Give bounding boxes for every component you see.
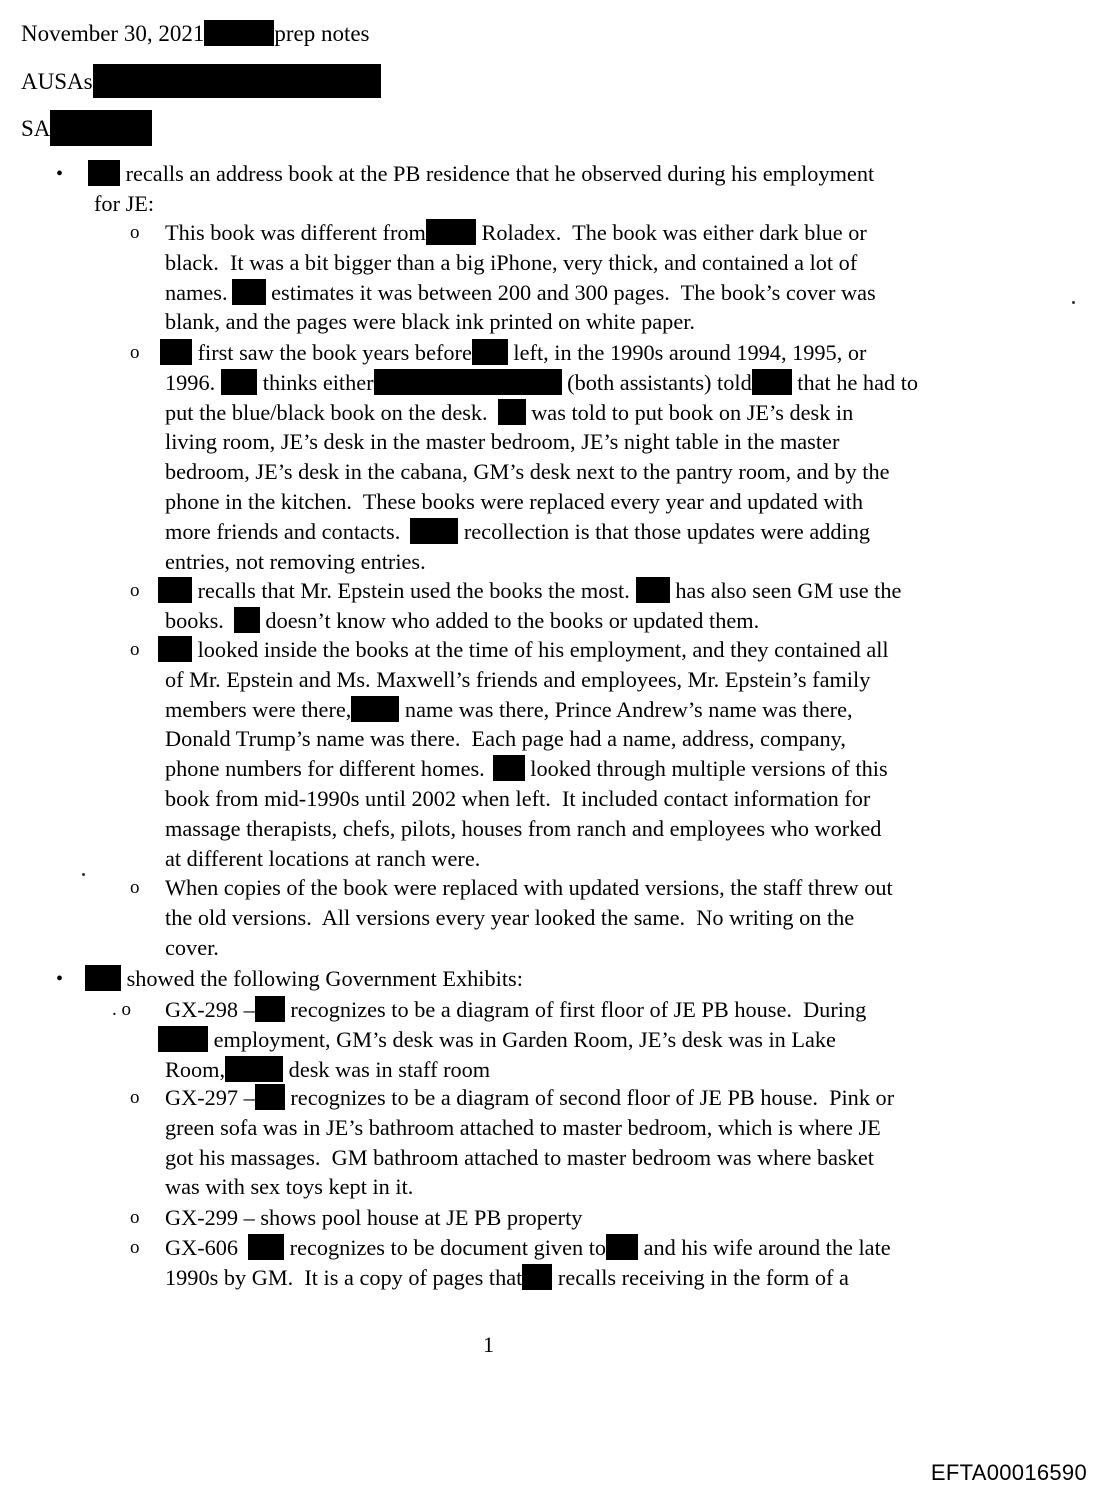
header-prep-notes: prep notes: [274, 21, 370, 46]
sub-bullet: o: [130, 342, 140, 363]
sub-bullet: o: [130, 639, 140, 660]
redaction-box: [160, 339, 192, 365]
exhibit-gx-297: GX-297 – recognizes to be a diagram of second floor of JE PB house. Pink or green sofa was in JE’s bathroom attached to master bedroom, which is where JE got his massages. GM bathroom attached to master bedroom was where basket was with sex toys kept in it.: [165, 1085, 895, 1200]
redaction-box: [606, 1234, 638, 1260]
header-line-ausas: [21, 64, 381, 98]
redaction-box: [498, 399, 526, 425]
bullet-point: •: [56, 163, 64, 185]
item-first-saw-book: first saw the book years before left, in the 1990s around 1994, 1995, or 1996. thinks either (both assistants) told that he had to put the blue/black book on the desk. was told to put book on JE’s desk in living room, JE’s desk in the master bedroom, JE’s night table in the master bedroom, JE’s desk in the cabana, GM’s desk next to the pantry room, and by the phone in the kitchen. These books were replaced every year and updated with more friends and contacts. recollection is that those updates were adding entries, not removing entries.: [160, 338, 918, 576]
header-ausas-label: AUSAs: [21, 69, 93, 94]
redaction-box: [255, 1084, 285, 1110]
header-date: November 30, 2021: [21, 21, 205, 46]
redaction-box: [255, 996, 285, 1022]
redaction-box: [158, 636, 192, 662]
bates-number: EFTA00016590: [930, 1460, 1087, 1485]
redaction-box: [248, 1234, 284, 1260]
redaction-box: [221, 369, 257, 395]
sub-bullet: . o: [112, 999, 131, 1020]
item-who-used-books: recalls that Mr. Epstein used the books the most. has also seen GM use the books. doesn’t know who added to the books or updated them.: [158, 576, 901, 636]
scan-speck: [1072, 301, 1075, 304]
redaction-box: [410, 518, 458, 544]
redaction-box: [374, 369, 562, 395]
redaction-box: [85, 965, 121, 991]
redaction-box: [232, 279, 266, 305]
exhibit-gx-298: GX-298 – recognizes to be a diagram of first floor of JE PB house. During employment, GM’s desk was in Garden Room, JE’s desk was in Lake Room, desk was in staff room: [165, 995, 866, 1084]
sub-bullet: o: [130, 1087, 140, 1108]
redaction-box: [50, 110, 152, 146]
redaction-box: [158, 577, 192, 603]
header-line-sa: [21, 110, 152, 146]
redaction-box: [522, 1264, 552, 1290]
redaction-box: [204, 20, 274, 46]
header-sa-label: SA: [21, 116, 51, 141]
bullet-point: •: [56, 968, 64, 990]
item-book-description: This book was different from Roladex. The book was either dark blue or black. It was a bit bigger than a big iPhone, very thick, and contained a lot of names. estimates it was between 200 and 300 pages. The book’s cover was blank, and the pages were black ink printed on white paper.: [165, 220, 876, 335]
sub-bullet: o: [130, 222, 140, 243]
exhibit-gx-606: GX-606 recognizes to be document given to and his wife around the late 1990s by GM. It is a copy of pages that recalls receiving in the form of a: [165, 1235, 891, 1290]
sub-bullet: o: [130, 1207, 140, 1228]
sub-bullet: o: [130, 580, 140, 601]
redaction-box: [351, 696, 399, 722]
redaction-box: [234, 607, 260, 633]
redaction-box: [426, 219, 476, 245]
page-number: 1: [483, 1332, 494, 1357]
redaction-box: [88, 160, 120, 186]
section-government-exhibits: showed the following Government Exhibits:: [85, 964, 523, 994]
redaction-box: [472, 339, 508, 365]
sub-bullet: o: [130, 877, 140, 898]
redaction-box: [158, 1026, 208, 1052]
exhibit-gx-299: GX-299 – shows pool house at JE PB property: [165, 1205, 583, 1230]
item-book-contents: looked inside the books at the time of his employment, and they contained all of Mr. Epstein and Ms. Maxwell’s friends and employees, Mr. Epstein’s family members were there, name was there, Prince Andrew’s name was there, Donald Trump’s name was there. Each page had a name, address, company, phone numbers for different homes. looked through multiple versions of this book from mid-1990s until 2002 when left. It included contact information for massage therapists, chefs, pilots, houses from ranch and employees who worked at different locations at ranch were.: [158, 635, 889, 873]
redaction-box: [93, 64, 381, 98]
header-line-date: [21, 19, 370, 49]
scan-speck: [82, 873, 85, 876]
redaction-box: [752, 369, 792, 395]
section-address-book: recalls an address book at the PB residence that he observed during his employment for JE:: [88, 159, 874, 219]
redaction-box: [493, 755, 525, 781]
sub-bullet: o: [130, 1237, 140, 1258]
redaction-box: [636, 577, 670, 603]
item-book-replacement: When copies of the book were replaced with updated versions, the staff threw out the old versions. All versions every year looked the same. No writing on the cover.: [165, 875, 893, 960]
redaction-box: [225, 1056, 283, 1082]
